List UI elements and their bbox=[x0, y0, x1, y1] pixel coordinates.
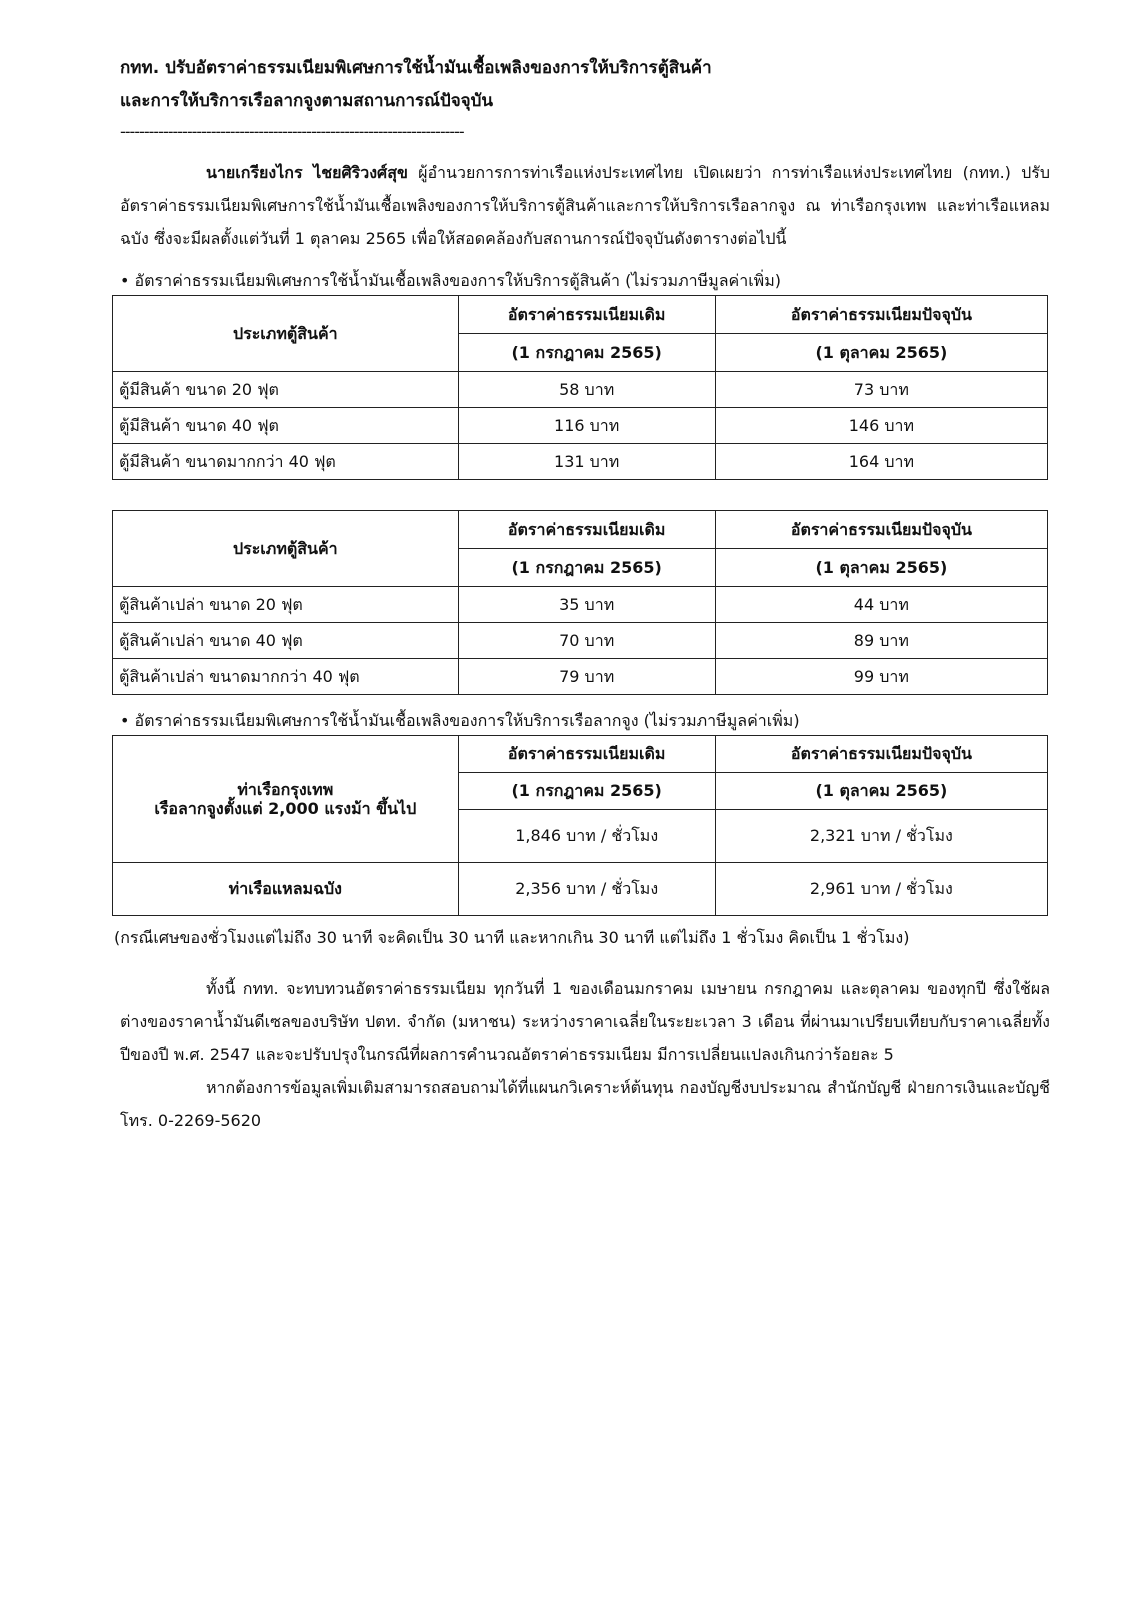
table-row bbox=[113, 372, 1048, 408]
bangkok-new-rate: 2,321 บาท / ชั่วโมง bbox=[715, 810, 1047, 863]
document-page bbox=[114, 52, 1050, 1137]
review-paragraph: ทั้งนี้ กทท. จะทบทวนอัตราค่าธรรมเนียม ทุกวันที่ 1 ของเดือนมกราคม เมษายน กรกฎาคม และตุลาคม ของทุกปี ซึ่งใช้ผลต่างของราคาน้ำมันดีเซลของบริษัท ปตท. จำกัด (มหาชน) ระหว่างราคาเฉลี่ยในระยะเวลา 3 เดือน ที่ผ่านมาเปรียบเทียบกับราคาเฉลี่ยทั้งปีของปี พ.ศ. 2547 และจะปรับปรุงในกรณีที่ผลการคำนวณอัตราค่าธรรมเนียม มีการเปลี่ยนแปลงเกินกว่าร้อยละ 5 bbox=[120, 979, 1050, 1064]
header-new-date: (1 ตุลาคม 2565) bbox=[715, 549, 1047, 587]
laem-chabang-new-rate: 2,961 บาท / ชั่วโมง bbox=[715, 863, 1047, 916]
header-new-date: (1 ตุลาคม 2565) bbox=[715, 334, 1047, 372]
cell-old: 79 บาท bbox=[458, 659, 715, 695]
cell-type: ตู้สินค้าเปล่า ขนาด 40 ฟุต bbox=[113, 623, 459, 659]
table-row bbox=[113, 863, 1048, 916]
header-old-rate: อัตราค่าธรรมเนียมเดิม bbox=[458, 511, 715, 549]
table-row bbox=[113, 623, 1048, 659]
intro-paragraph bbox=[120, 156, 1050, 255]
cell-type: ตู้สินค้าเปล่า ขนาดมากกว่า 40 ฟุต bbox=[113, 659, 459, 695]
header-old-date: (1 กรกฎาคม 2565) bbox=[458, 549, 715, 587]
bangkok-port-label: ท่าเรือกรุงเทพ bbox=[237, 779, 334, 799]
cell-old: 131 บาท bbox=[458, 444, 715, 480]
empty-container-table bbox=[112, 510, 1048, 695]
container-section-heading: • อัตราค่าธรรมเนียมพิเศษการใช้น้ำมันเชื้อเพลิงของการให้บริการตู้สินค้า (ไม่รวมภาษีมูลค่าเพิ่ม) bbox=[120, 271, 781, 290]
table-row bbox=[113, 659, 1048, 695]
loaded-container-table bbox=[112, 295, 1048, 480]
table-row bbox=[113, 587, 1048, 623]
cell-old: 58 บาท bbox=[458, 372, 715, 408]
rounding-note: (กรณีเศษของชั่วโมงแต่ไม่ถึง 30 นาที จะคิดเป็น 30 นาที และหากเกิน 30 นาที แต่ไม่ถึง 1 ชั่วโมง คิดเป็น 1 ชั่วโมง) bbox=[114, 928, 910, 947]
table-row bbox=[113, 444, 1048, 480]
tugboat-table bbox=[112, 735, 1048, 916]
cell-new: 99 บาท bbox=[715, 659, 1047, 695]
header-old-date: (1 กรกฎาคม 2565) bbox=[458, 334, 715, 372]
header-new-rate: อัตราค่าธรรมเนียมปัจจุบัน bbox=[715, 296, 1047, 334]
cell-old: 35 บาท bbox=[458, 587, 715, 623]
cell-type: ตู้มีสินค้า ขนาด 20 ฟุต bbox=[113, 372, 459, 408]
cell-type: ตู้มีสินค้า ขนาดมากกว่า 40 ฟุต bbox=[113, 444, 459, 480]
title-line-2: และการให้บริการเรือลากจูงตามสถานการณ์ปัจจุบัน bbox=[120, 91, 494, 111]
cell-new: 44 บาท bbox=[715, 587, 1047, 623]
cell-old: 70 บาท bbox=[458, 623, 715, 659]
cell-old: 116 บาท bbox=[458, 408, 715, 444]
header-old-rate: อัตราค่าธรรมเนียมเดิม bbox=[458, 296, 715, 334]
table-header-row bbox=[113, 736, 1048, 773]
table-header-row bbox=[113, 296, 1048, 334]
header-new-rate: อัตราค่าธรรมเนียมปัจจุบัน bbox=[715, 511, 1047, 549]
header-container-type: ประเภทตู้สินค้า bbox=[113, 296, 459, 372]
laem-chabang-port-label: ท่าเรือแหลมฉบัง bbox=[113, 863, 459, 916]
header-old-rate: อัตราค่าธรรมเนียมเดิม bbox=[458, 736, 715, 773]
header-new-date: (1 ตุลาคม 2565) bbox=[715, 773, 1047, 810]
cell-type: ตู้สินค้าเปล่า ขนาด 20 ฟุต bbox=[113, 587, 459, 623]
contact-paragraph: หากต้องการข้อมูลเพิ่มเติมสามารถสอบถามได้ที่แผนกวิเคราะห์ต้นทุน กองบัญชีงบประมาณ สำนักบัญชี ฝ่ายการเงินและบัญชี โทร. 0-2269-5620 bbox=[120, 1078, 1050, 1130]
laem-chabang-old-rate: 2,356 บาท / ชั่วโมง bbox=[458, 863, 715, 916]
header-new-rate: อัตราค่าธรรมเนียมปัจจุบัน bbox=[715, 736, 1047, 773]
divider-rule: ------------------------------------------------------------------------ bbox=[120, 124, 464, 140]
cell-new: 89 บาท bbox=[715, 623, 1047, 659]
tugboat-section-heading: • อัตราค่าธรรมเนียมพิเศษการใช้น้ำมันเชื้อเพลิงของการให้บริการเรือลากจูง (ไม่รวมภาษีมูลค่าเพิ่ม) bbox=[120, 711, 800, 730]
header-old-date: (1 กรกฎาคม 2565) bbox=[458, 773, 715, 810]
bangkok-old-rate: 1,846 บาท / ชั่วโมง bbox=[458, 810, 715, 863]
cell-type: ตู้มีสินค้า ขนาด 40 ฟุต bbox=[113, 408, 459, 444]
title-line-1: กทท. ปรับอัตราค่าธรรมเนียมพิเศษการใช้น้ำมันเชื้อเพลิงของการให้บริการตู้สินค้า bbox=[120, 58, 712, 78]
table-header-row bbox=[113, 511, 1048, 549]
cell-new: 146 บาท bbox=[715, 408, 1047, 444]
bangkok-tug-spec: เรือลากจูงตั้งแต่ 2,000 แรงม้า ขึ้นไป bbox=[154, 799, 417, 818]
bangkok-port-cell bbox=[113, 736, 459, 863]
table-row bbox=[113, 408, 1048, 444]
header-container-type: ประเภทตู้สินค้า bbox=[113, 511, 459, 587]
intro-text: ผู้อำนวยการการท่าเรือแห่งประเทศไทย เปิดเผยว่า การท่าเรือแห่งประเทศไทย (กทท.) ปรับอัตราค่าธรรมเนียมพิเศษการใช้น้ำมันเชื้อเพลิงของการให้บริการตู้สินค้าและการให้บริการเรือลากจูง ณ ท่าเรือกรุงเทพ และท่าเรือแหลมฉบัง ซึ่งจะมีผลตั้งแต่วันที่ 1 ตุลาคม 2565 เพื่อให้สอดคล้องกับสถานการณ์ปัจจุบันดังตารางต่อไปนี้ bbox=[120, 163, 1050, 248]
director-name: นายเกรียงไกร ไชยศิริวงศ์สุข bbox=[206, 163, 408, 182]
cell-new: 73 บาท bbox=[715, 372, 1047, 408]
cell-new: 164 บาท bbox=[715, 444, 1047, 480]
